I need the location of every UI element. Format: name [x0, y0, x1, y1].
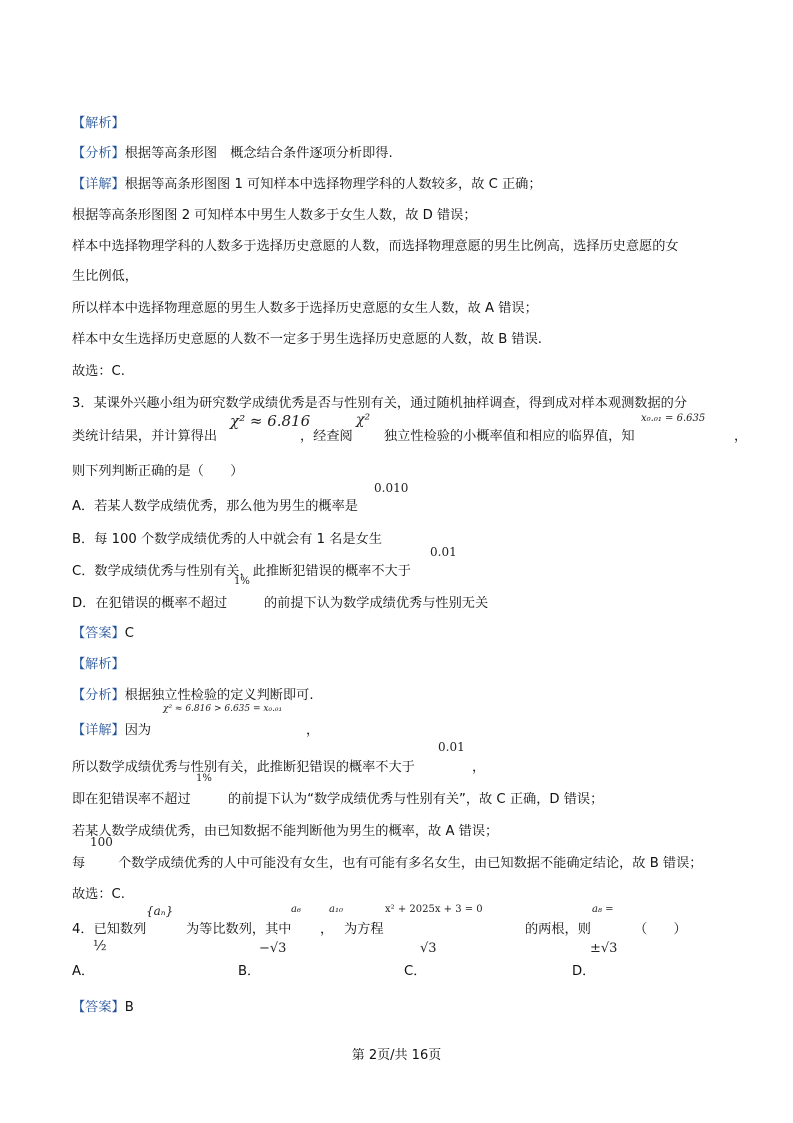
option-b: B．每 100 个数学成绩优秀的人中就会有 1 名是女生 [72, 532, 382, 547]
page-footer: 第 2页/共 16页 [351, 1048, 442, 1063]
sequence-an: {aₙ} [146, 904, 174, 918]
detail-line-3: 若某人数学成绩优秀，由已知数据不能判断他为男生的概率，故 A 错误； [72, 824, 499, 839]
fenxi-text: 根据等高条形图 概念结合条件逐项分析即得. [124, 146, 393, 161]
chi-square-value: χ² ≈ 6.816 [230, 412, 311, 430]
answer-line-q4 [72, 998, 134, 1018]
term-a6: a₆ [291, 904, 301, 915]
detail-line-2a: 即在犯错误率不超过 [72, 792, 191, 807]
choice-c-label: C． [404, 964, 427, 979]
choice-d-pm-sqrt3: ±√3 [590, 941, 618, 956]
fenxi-line-2 [72, 686, 314, 706]
xiangjie-text: 根据等高条形图图 1 可知样本中选择物理学科的人数较多，故 C 正确； [124, 177, 542, 192]
inequality-expression: χ² ≈ 6.816 > 6.635 = x₀.₀₁ [163, 704, 283, 714]
option-d-part2: 的前提下认为数学成绩优秀与性别无关 [264, 596, 489, 611]
comma: ， [306, 723, 320, 738]
section-jiexi-1: 【解析】 [72, 116, 125, 131]
xiangjie-tag: 【详解】 [72, 723, 125, 738]
prob-001-b: 0.01 [438, 740, 465, 754]
text-line: 根据等高条形图图 2 可知样本中男生人数多于女生人数，故 D 错误； [72, 208, 477, 223]
answer-value: B [124, 1000, 134, 1015]
text-line: 故选：C. [72, 364, 125, 379]
choice-d-label: D． [572, 964, 596, 979]
xiangjie-line-2 [72, 721, 151, 741]
detail-line-1b: ， [472, 760, 486, 775]
fenxi-tag: 【分析】 [72, 146, 125, 161]
detail-line-2b: 的前提下认为“数学成绩优秀与性别有关”，故 C 正确，D 错误； [228, 792, 604, 807]
xiangjie-text: 因为 [124, 723, 152, 738]
number-100: 100 [90, 835, 113, 849]
prob-0010: 0.010 [374, 481, 409, 495]
choice-c-sqrt3: √3 [420, 941, 437, 956]
q3-stem-2d: ， [734, 429, 748, 444]
term-a10: a₁₀ [329, 904, 343, 915]
answer-tag: 【答案】 [72, 626, 125, 641]
text-line: 样本中选择物理学科的人数多于选择历史意愿的人数，而选择物理意愿的男生比例高，选择历史意愿的女 [72, 239, 679, 254]
q4-stem-d: 为方程 [344, 922, 384, 937]
xiangjie-tag: 【详解】 [72, 177, 125, 192]
answer-tag: 【答案】 [72, 1000, 125, 1015]
choice-a-half: ½ [93, 938, 107, 954]
text-line: 所以样本中选择物理意愿的男生人数多于选择历史意愿的女生人数，故 A 错误； [72, 301, 538, 316]
answer-value: C [124, 626, 134, 641]
option-c: C．数学成绩优秀与性别有关，此推断犯错误的概率不大于 [72, 564, 411, 579]
term-a8: a₈ = [592, 904, 614, 915]
fenxi-text: 根据独立性检验的定义判断即可. [124, 688, 314, 703]
detail-line-5: 故选：C. [72, 887, 125, 902]
text-line: 样本中女生选择历史意愿的人数不一定多于男生选择历史意愿的人数，故 B 错误. [72, 332, 542, 347]
prob-001: 0.01 [430, 545, 457, 559]
q3-stem-2b: ，经查阅 [300, 429, 353, 444]
q3-stem-2c: 独立性检验的小概率值和相应的临界值，知 [384, 429, 635, 444]
choice-a-label: A． [72, 964, 95, 979]
q3-stem-line-3: 则下列判断正确的是（ ） [72, 464, 244, 479]
detail-line-1a: 所以数学成绩优秀与性别有关，此推断犯错误的概率不大于 [72, 760, 415, 775]
percent-1: 1% [234, 576, 250, 587]
text-line: 生比例低， [72, 269, 138, 284]
critical-value: x₀.₀₁ = 6.635 [641, 413, 706, 424]
q4-stem-a: 4．已知数列 [72, 922, 147, 937]
q4-stem-e: 的两根，则 [525, 922, 591, 937]
fenxi-tag: 【分析】 [72, 688, 125, 703]
quadratic-equation: x² + 2025x + 3 = 0 [385, 904, 483, 915]
answer-line-q3 [72, 624, 134, 644]
detail-line-4a: 每 [72, 856, 86, 871]
option-d-part1: D．在犯错误的概率不超过 [72, 596, 228, 611]
chi-square-symbol: χ² [356, 412, 371, 428]
q4-stem-c: ， [320, 922, 334, 937]
section-jiexi-2: 【解析】 [72, 657, 125, 672]
choice-b-neg-sqrt3: −√3 [259, 941, 287, 956]
choice-b-label: B． [238, 964, 261, 979]
percent-2: 1% [196, 773, 212, 784]
q4-stem-b: 为等比数列，其中 [186, 922, 292, 937]
q3-stem-line-1: 3．某课外兴趣小组为研究数学成绩优秀是否与性别有关，通过随机抽样调查，得到成对样本观测数据的分 [72, 396, 688, 411]
fenxi-line-1 [72, 144, 393, 164]
q3-stem-2a: 类统计结果，并计算得出 [72, 429, 218, 444]
q4-stem-f: （ ） [634, 922, 687, 937]
option-a: A．若某人数学成绩优秀，那么他为男生的概率是 [72, 499, 358, 514]
detail-line-4b: 个数学成绩优秀的人中可能没有女生，也有可能有多名女生，由已知数据不能确定结论，故 B 错误； [118, 856, 703, 871]
xiangjie-line-1 [72, 175, 542, 195]
